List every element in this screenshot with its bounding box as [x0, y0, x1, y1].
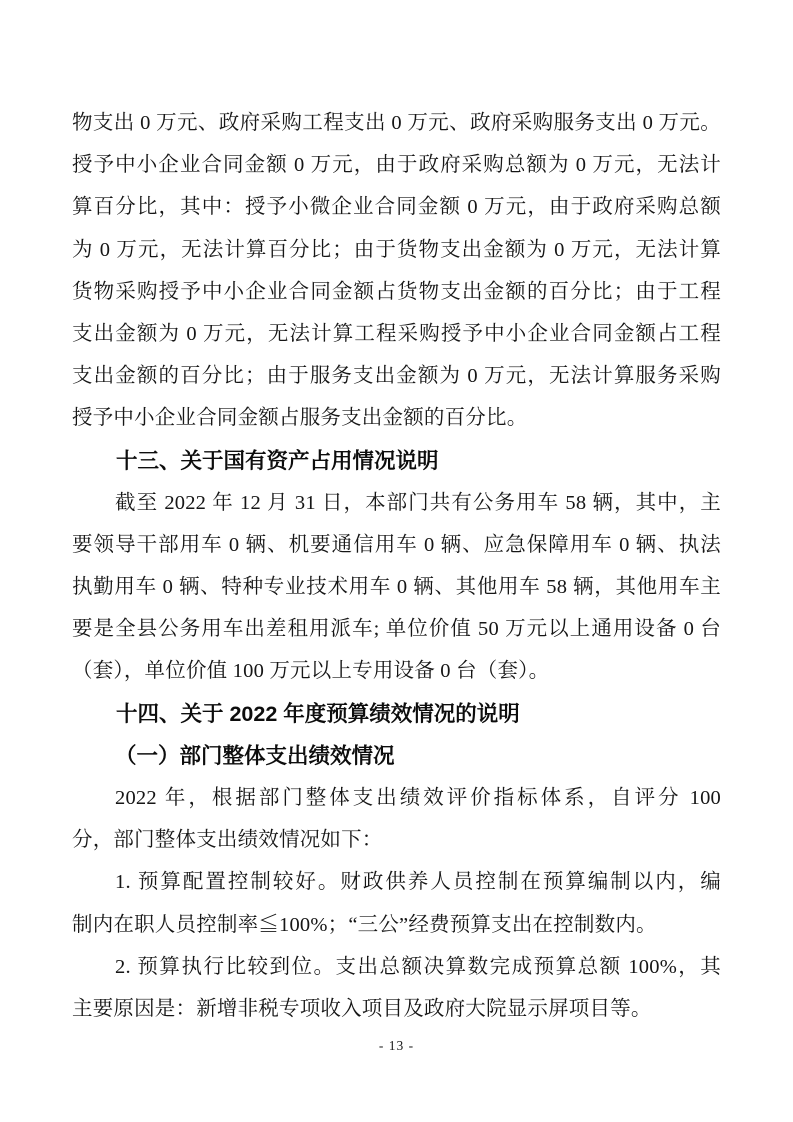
text-line: 主要原因是：新增非税专项收入项目及政府大院显示屏项目等。 [72, 997, 652, 1020]
text-line: （套），单位价值 100 万元以上专用设备 0 台（套）。 [72, 660, 550, 683]
text-line: 截至 2022 年 12 月 31 日，本部门共有公务用车 58 辆，其中，主 [115, 491, 721, 514]
text-line: 2. 预算执行比较到位。支出总额决算数完成预算总额 100%，其 [115, 955, 721, 978]
text-line: 支出金额为 0 万元，无法计算工程采购授予中小企业合同金额占工程 [72, 322, 721, 345]
text-line: 支出金额的百分比；由于服务支出金额为 0 万元，无法计算服务采购 [72, 365, 721, 388]
section-14-heading: 十四、关于 2022 年度预算绩效情况的说明 [116, 701, 520, 726]
text-line: 要是全县公务用车出差租用派车; 单位价值 50 万元以上通用设备 0 台 [72, 618, 721, 641]
text-line: 1. 预算配置控制较好。财政供养人员控制在预算编制以内，编 [115, 871, 721, 894]
section-14-subheading: （一）部门整体支出绩效情况 [115, 743, 395, 768]
text-line: 授予中小企业合同金额占服务支出金额的百分比。 [72, 407, 528, 430]
text-line: 为 0 万元，无法计算百分比；由于货物支出金额为 0 万元，无法计算 [72, 238, 721, 261]
text-line: 执勤用车 0 辆、特种专业技术用车 0 辆、其他用车 58 辆，其他用车主 [72, 576, 721, 599]
section-13-heading: 十三、关于国有资产占用情况说明 [116, 448, 439, 473]
text-line: 货物采购授予中小企业合同金额占货物支出金额的百分比；由于工程 [72, 280, 721, 303]
text-line: 授予中小企业合同金额 0 万元，由于政府采购总额为 0 万元，无法计 [72, 154, 721, 177]
text-line: 制内在职人员控制率≦100%；“三公”经费预算支出在控制数内。 [72, 913, 657, 936]
text-line: 要领导干部用车 0 辆、机要通信用车 0 辆、应急保障用车 0 辆、执法 [72, 533, 721, 556]
text-line: 物支出 0 万元、政府采购工程支出 0 万元、政府采购服务支出 0 万元。 [72, 112, 721, 134]
page-number: - 13 - [378, 1038, 415, 1054]
text-line: 算百分比，其中：授予小微企业合同金额 0 万元，由于政府采购总额 [72, 196, 721, 219]
text-line: 分，部门整体支出绩效情况如下： [72, 829, 383, 852]
text-line: 2022 年，根据部门整体支出绩效评价指标体系，自评分 100 [115, 787, 721, 809]
